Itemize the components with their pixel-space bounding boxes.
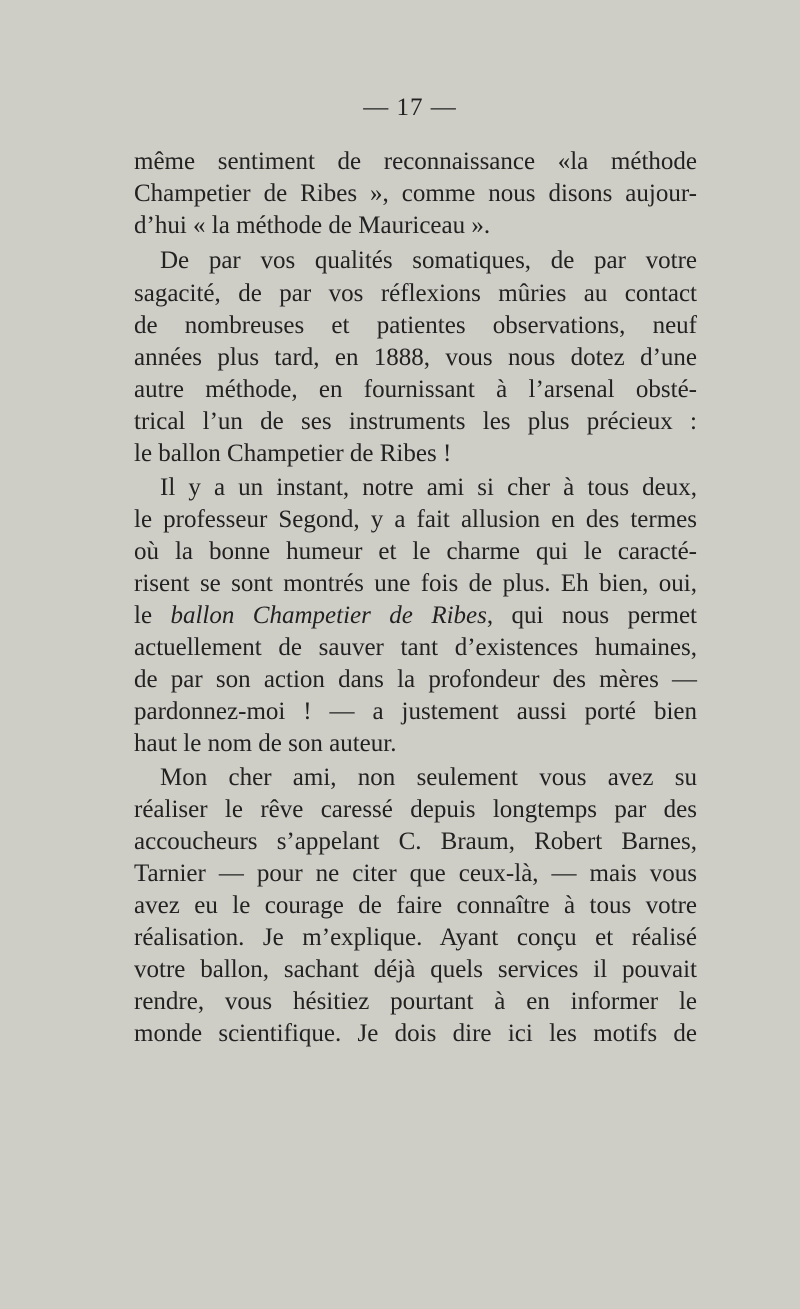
text-line: actuellement de sauver tant d’existences humaines,	[134, 634, 697, 661]
text-line: Il y a un instant, notre ami si cher à tous deux,	[160, 474, 697, 501]
text-line: rendre, vous hésitiez pourtant à en informer le	[134, 988, 697, 1015]
text-line: pardonnez-moi ! — a justement aussi porté bien	[134, 698, 697, 725]
text-line: sagacité, de par vos réflexions mûries au contact	[134, 280, 697, 307]
text-line: Tarnier — pour ne citer que ceux-là, — mais vous	[134, 860, 697, 887]
italic-phrase: ballon Champetier de Ribes	[170, 602, 487, 629]
text-line: votre ballon, sachant déjà quels services il pouvait	[134, 956, 697, 983]
text-line: où la bonne humeur et le charme qui le caracté-	[134, 538, 697, 565]
text-line: Champetier de Ribes », comme nous disons aujour-	[134, 180, 697, 207]
page-number: — 17 —	[363, 94, 457, 121]
text-line: avez eu le courage de faire connaître à tous votre	[134, 892, 697, 919]
text-line: même sentiment de reconnaissance «la méthode	[134, 148, 697, 175]
text-line: Mon cher ami, non seulement vous avez su	[160, 764, 697, 791]
text-line: réalisation. Je m’explique. Ayant conçu et réalisé	[134, 924, 697, 951]
text-line: monde scientifique. Je dois dire ici les motifs de	[134, 1020, 697, 1047]
text-line: accoucheurs s’appelant C. Braum, Robert Barnes,	[134, 828, 697, 855]
text-line-italic	[134, 600, 697, 632]
text-line: de par son action dans la profondeur des mères —	[134, 666, 697, 693]
text-line: risent se sont montrés une fois de plus. Eh bien, oui,	[134, 570, 697, 597]
text-segment: , qui nous permet	[486, 602, 697, 629]
text-line: De par vos qualités somatiques, de par votre	[160, 247, 697, 274]
text-line: réaliser le rêve caressé depuis longtemps par des	[134, 796, 697, 823]
text-line: autre méthode, en fournissant à l’arsenal obsté-	[134, 376, 697, 403]
text-line: le professeur Segond, y a fait allusion en des termes	[134, 506, 697, 533]
text-segment: le	[134, 602, 153, 629]
text-line: haut le nom de son auteur.	[134, 730, 397, 757]
text-line: le ballon Champetier de Ribes !	[134, 440, 452, 467]
text-line: années plus tard, en 1888, vous nous dotez d’une	[134, 344, 697, 371]
text-line: d’hui « la méthode de Mauriceau ».	[134, 212, 491, 239]
text-line: trical l’un de ses instruments les plus précieux :	[134, 408, 697, 435]
text-line: de nombreuses et patientes observations, neuf	[134, 312, 697, 339]
